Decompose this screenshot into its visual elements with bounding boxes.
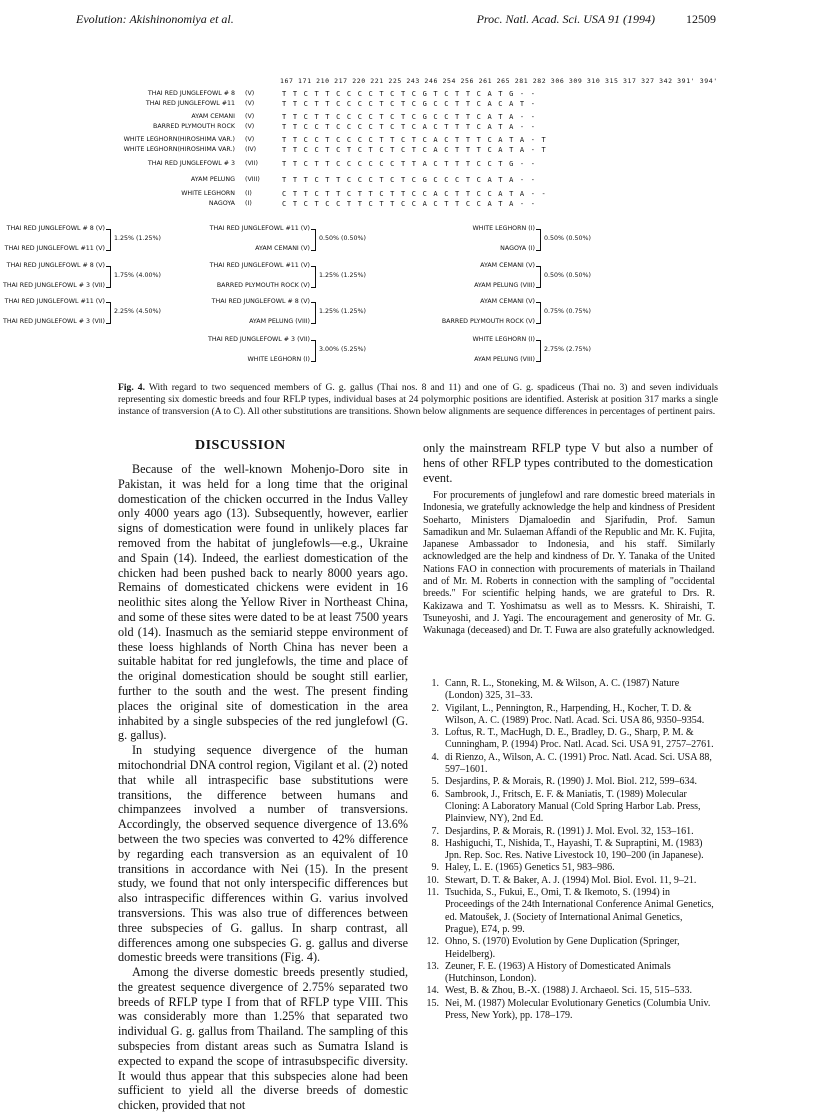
reference-text: Stewart, D. T. & Baker, A. J. (1994) Mol. Biol. Evol. 11, 9–21. bbox=[445, 874, 697, 886]
sample-name: WHITE LEGHORN(HIROSHIMA VAR.) bbox=[123, 146, 235, 153]
reference-number: 4. bbox=[431, 751, 439, 763]
pair-member: AYAM PELUNG (VIII) bbox=[249, 318, 310, 325]
sequence-bases: TTTCTTCCCTCTCGCCCTCATA-- bbox=[282, 176, 542, 184]
pair-difference: 0.75% (0.75%) bbox=[544, 308, 591, 315]
rflp-type: (V) bbox=[245, 136, 255, 143]
paragraph: Among the diverse domestic breeds presently studied, the greatest sequence divergence of 2.75% separated two breeds of RFLP type I from that of RFLP type VIII. This was considerably more than 1.25% that separated two individual G. g. gallus from Thailand. The sampling of this subspecies from distant areas such as Sumatra Island is expected to expand the scope of intrasubspecific diversity. It would thus appear that this subspecies alone had been sufficient to yield all the diverse breeds of domestic chicken, provided that not bbox=[118, 965, 408, 1113]
pair-member: THAI RED JUNGLEFOWL #11 (V) bbox=[4, 245, 105, 252]
reference-item bbox=[423, 789, 715, 826]
pair-comparison bbox=[170, 225, 366, 253]
reference-text: Sambrook, J., Fritsch, E. F. & Maniatis, T. (1989) Molecular Cloning: A Laboratory Manual (Cold Spring Harbor Lab. Press, Plainview, NY), 2nd Ed. bbox=[445, 788, 701, 825]
reference-text: Loftus, R. T., MacHugh, D. E., Bradley, D. G., Sharp, P. M. & Cunningham, P. (1994) Proc. Natl. Acad. Sci. USA 91, 2757–2761. bbox=[445, 727, 714, 751]
bracket bbox=[536, 340, 541, 362]
sequence-bases: CTTCTTCTTCTTCCACTTCCATA-- bbox=[282, 190, 553, 198]
sample-name: WHITE LEGHORN bbox=[181, 190, 235, 197]
reference-number: 3. bbox=[431, 727, 439, 739]
bracket bbox=[536, 229, 541, 251]
caption-text: With regard to two sequenced members of G. g. gallus (Thai nos. 8 and 11) and one of G. g. spadiceus (Thai no. 3) and seven individuals representing six domestic breeds and four RFLP types, individual bases at 24 polymorphic positions are identified. Asterisk at position 317 marks a single instance of transversion (A to C). All other substitutions are transitions. Shown below alignments are sequence differences in percentages of pertinent pairs. bbox=[118, 382, 718, 417]
pair-member: THAI RED JUNGLEFOWL # 3 (VII) bbox=[207, 336, 310, 343]
pair-difference: 2.25% (4.50%) bbox=[114, 308, 161, 315]
pair-difference: 1.25% (1.25%) bbox=[319, 308, 366, 315]
reference-item bbox=[423, 826, 715, 838]
reference-item bbox=[423, 727, 715, 752]
reference-text: Cann, R. L., Stoneking, M. & Wilson, A. C. (1987) Nature (London) 325, 31–33. bbox=[445, 678, 680, 702]
reference-item bbox=[423, 998, 715, 1023]
pair-member: BARRED PLYMOUTH ROCK (V) bbox=[441, 318, 535, 325]
reference-text: Desjardins, P. & Morais, R. (1991) J. Mol. Evol. 32, 153–161. bbox=[445, 825, 694, 837]
pair-difference: 1.75% (4.00%) bbox=[114, 272, 161, 279]
pair-comparison bbox=[0, 262, 161, 290]
pair-difference: 2.75% (2.75%) bbox=[544, 346, 591, 353]
reference-number: 15. bbox=[426, 997, 439, 1009]
paragraph: only the mainstream RFLP type V but also a number of hens of other RFLP types contributed to the domestication event. bbox=[423, 441, 713, 485]
bracket bbox=[536, 266, 541, 288]
reference-item bbox=[423, 678, 715, 703]
reference-text: Hashiguchi, T., Nishida, T., Hayashi, T. & Supraptini, M. (1983) Jpn. Rep. Soc. Res. Native Livestock 10, 190–200 (in Japanese). bbox=[445, 837, 704, 862]
figure-positions: 167 171 210 217 220 221 225 243 246 254 256 261 265 281 282 306 309 310 315 317 327 342 391' 394' bbox=[280, 77, 718, 85]
pair-member: AYAM CEMANI (V) bbox=[255, 245, 310, 252]
pair-difference: 1.25% (1.25%) bbox=[114, 235, 161, 242]
reference-item bbox=[423, 838, 715, 863]
reference-number: 14. bbox=[426, 985, 439, 997]
pair-member: THAI RED JUNGLEFOWL # 8 (V) bbox=[6, 262, 105, 269]
sequence-bases: TTCTTCCCCTCTCGCCTTCATA-- bbox=[282, 113, 542, 121]
reference-item bbox=[423, 875, 715, 887]
page-number: 12509 bbox=[686, 12, 716, 26]
reference-text: Desjardins, P. & Morais, R. (1990) J. Mol. Biol. 212, 599–634. bbox=[445, 776, 697, 788]
pair-member: AYAM PELUNG (VIII) bbox=[474, 356, 535, 363]
rflp-type: (VIII) bbox=[245, 176, 260, 183]
reference-text: Haley, L. E. (1965) Genetics 51, 983–986. bbox=[445, 862, 615, 874]
pair-comparison bbox=[170, 262, 366, 290]
reference-number: 10. bbox=[426, 874, 439, 886]
reference-number: 12. bbox=[426, 936, 439, 948]
bracket bbox=[311, 229, 316, 251]
paragraph: In studying sequence divergence of the human mitochondrial DNA control region, Vigilant et al. (2) noted that while all intraspecific base substitutions were transitions, the difference between humans and chimpanzees involved a number of transversions. Accordingly, the observed sequence divergence of 13.6% between the two species was converted to 42% difference by regarding each transversion as an equivalent of 10 transitions in accordance with Nei (15). In the present study, we found that not only interspecific differences but also intraspecific differences within G. varius involved transversions. This was also true of differences between three subspecies of G. gallus. In sharp contrast, all differences among one subspecies G. g. gallus and diverse domestic breeds were transitions (Fig. 4). bbox=[118, 743, 408, 965]
caption-label: Fig. 4. bbox=[118, 382, 145, 393]
reference-text: Zeuner, F. E. (1963) A History of Domesticated Animals (Hutchinson, London). bbox=[445, 960, 671, 985]
rflp-type: (V) bbox=[245, 113, 255, 120]
pair-difference: 0.50% (0.50%) bbox=[544, 272, 591, 279]
sample-name: BARRED PLYMOUTH ROCK bbox=[153, 123, 235, 130]
pair-member: NAGOYA (I) bbox=[500, 245, 535, 252]
pair-member: THAI RED JUNGLEFOWL #11 (V) bbox=[209, 262, 310, 269]
sequence-bases: TTCTTCCCCCCTTACTTTCCTG-- bbox=[282, 160, 542, 168]
sequence-bases: CTCTCCTTCTTCCACTTCCATA-- bbox=[282, 200, 542, 208]
reference-text: Ohno, S. (1970) Evolution by Gene Duplication (Springer, Heidelberg). bbox=[445, 936, 680, 960]
rflp-type: (V) bbox=[245, 90, 255, 97]
sequence-bases: TTCTTCCCCTCTCGCCTTCACAT- bbox=[282, 100, 542, 108]
pair-member: WHITE LEGHORN (I) bbox=[472, 336, 535, 343]
reference-number: 5. bbox=[431, 776, 439, 788]
sequence-bases: TTCCTCTCTCTCTCACTTTCATA-T bbox=[282, 146, 553, 154]
reference-text: Nei, M. (1987) Molecular Evolutionary Genetics (Columbia Univ. Press, New York), pp. 178–179. bbox=[445, 997, 711, 1022]
journal-citation bbox=[477, 12, 716, 27]
pair-comparison bbox=[0, 225, 161, 253]
reference-text: di Rienzo, A., Wilson, A. C. (1991) Proc. Natl. Acad. Sci. USA 88, 597–1601. bbox=[445, 751, 712, 776]
rflp-type: (I) bbox=[245, 200, 252, 207]
pair-difference: 0.50% (0.50%) bbox=[319, 235, 366, 242]
bracket bbox=[311, 302, 316, 324]
pair-member: THAI RED JUNGLEFOWL # 3 (VII) bbox=[2, 318, 105, 325]
reference-number: 7. bbox=[431, 825, 439, 837]
pair-member: THAI RED JUNGLEFOWL # 3 (VII) bbox=[2, 282, 105, 289]
pair-comparison bbox=[395, 262, 591, 290]
pair-member: AYAM PELUNG (VIII) bbox=[474, 282, 535, 289]
sample-name: AYAM PELUNG bbox=[190, 176, 235, 183]
sample-name: NAGOYA bbox=[208, 200, 235, 207]
pair-member: THAI RED JUNGLEFOWL # 8 (V) bbox=[6, 225, 105, 232]
reference-number: 9. bbox=[431, 862, 439, 874]
references-list bbox=[423, 678, 715, 1022]
reference-item bbox=[423, 961, 715, 986]
reference-number: 8. bbox=[431, 837, 439, 849]
pair-member: WHITE LEGHORN (I) bbox=[472, 225, 535, 232]
rflp-type: (V) bbox=[245, 100, 255, 107]
reference-item bbox=[423, 752, 715, 777]
discussion-left-column bbox=[118, 462, 408, 1113]
reference-number: 1. bbox=[431, 678, 439, 689]
reference-text: Tsuchida, S., Fukui, E., Omi, T. & Ikemoto, S. (1994) in Proceedings of the 24th International Conference Animal Genetics, ed. Matoušek, J. (Society of International Animal Genetics, Prague), E74, p. 99. bbox=[445, 887, 714, 935]
pair-comparison bbox=[395, 336, 591, 364]
sample-name: AYAM CEMANI bbox=[191, 113, 235, 120]
reference-number: 11. bbox=[426, 887, 439, 899]
reference-item bbox=[423, 985, 715, 997]
pair-member: AYAM CEMANI (V) bbox=[480, 262, 535, 269]
sample-name: THAI RED JUNGLEFOWL # 3 bbox=[147, 160, 235, 167]
reference-number: 2. bbox=[431, 702, 439, 714]
running-head: Evolution: Akishinonomiya et al. bbox=[76, 12, 234, 26]
pair-member: THAI RED JUNGLEFOWL #11 (V) bbox=[209, 225, 310, 232]
reference-item bbox=[423, 703, 715, 728]
reference-item bbox=[423, 862, 715, 874]
reference-item bbox=[423, 776, 715, 788]
bracket bbox=[106, 266, 111, 288]
sequence-bases: TTCCTCCCCTCTCACTTTCATA-- bbox=[282, 123, 542, 131]
pair-difference: 0.50% (0.50%) bbox=[544, 235, 591, 242]
reference-number: 13. bbox=[426, 960, 439, 972]
pair-comparison bbox=[395, 225, 591, 253]
reference-item bbox=[423, 887, 715, 936]
bracket bbox=[311, 266, 316, 288]
reference-number: 6. bbox=[431, 788, 439, 800]
pair-comparison bbox=[0, 298, 161, 326]
section-title: DISCUSSION bbox=[195, 438, 286, 453]
figure-caption bbox=[118, 382, 718, 418]
paragraph: Because of the well-known Mohenjo-Doro site in Pakistan, it was held for a long time that the original domestication of the chicken occurred in the Indus Valley only 4000 years ago (13). Subsequently, however, earlier signs of domestication were found in unlikely places far removed from the habitat of junglefowls—e.g., Ukraine and Spain (14). Indeed, the earliest domestication of the chicken had been pushed back to nearly 8000 years ago. Remains of domesticated chickens were evident in 16 neolithic sites along the Yellow River in Northeast China, and some of these sites were dated to be at least 7500 years old (14). Inasmuch as the semiarid steppe environment of these loess highlands of North China has never been a suitable habitat for red junglefowls, the time and place of the original domestication should be sought still earlier, further to the south and the west. The present finding places the original site of domestication in the area inhabited by a single subspecies of the red junglefowl (G. g. gallus). bbox=[118, 462, 408, 743]
bracket bbox=[106, 302, 111, 324]
bracket bbox=[311, 340, 316, 362]
rflp-type: (VII) bbox=[245, 160, 258, 167]
acknowledgments: For procurements of junglefowl and rare domestic breed materials in Indonesia, we gratefully acknowledge the help and kindness of President Soeharto, Ministers Djamaloedin and Sjarifudin, Prof. Samun Samadikun and Mr. Sulaeman Affandi of the Republic and Mr. K. Fujita, Japanese Ambassador to Indonesia, and his staff. Similarly acknowledged are the help and kindness of Dr. Y. Tanaka of the United Nations FAO in connection with procurements of materials in Thailand and of Mr. M. Roberts in connection with the sampling of "occidental breeds." For scientific helping hands, we are grateful to Drs. R. Kakizawa and T. Yoshimatsu as well as to Messrs. K. Shiraishi, T. Tsuneyoshi, and J. Yagi. The encouragement and generosity of Mr. G. Wakunaga (deceased) and Dr. T. Fuwa are also gratefully acknowledged. bbox=[423, 490, 715, 637]
pair-member: BARRED PLYMOUTH ROCK (V) bbox=[216, 282, 310, 289]
reference-text: West, B. & Zhou, B.-X. (1988) J. Archaeol. Sci. 15, 515–533. bbox=[445, 985, 692, 997]
bracket bbox=[536, 302, 541, 324]
discussion-right-column bbox=[423, 441, 713, 485]
reference-item bbox=[423, 936, 715, 961]
sequence-bases: TTCTTCCCCTCTCGTCTTCATG-- bbox=[282, 90, 542, 98]
journal-name: Proc. Natl. Acad. Sci. USA 91 (1994) bbox=[476, 12, 655, 26]
pair-difference: 1.25% (1.25%) bbox=[319, 272, 366, 279]
sample-name: THAI RED JUNGLEFOWL # 8 bbox=[147, 90, 235, 97]
pair-member: THAI RED JUNGLEFOWL #11 (V) bbox=[4, 298, 105, 305]
sample-name: THAI RED JUNGLEFOWL #11 bbox=[145, 100, 235, 107]
rflp-type: (IV) bbox=[245, 146, 257, 153]
reference-text: Vigilant, L., Pennington, R., Harpending, H., Kocher, T. D. & Wilson, A. C. (1989) Proc. Natl. Acad. Sci. USA 86, 9350–9354. bbox=[445, 702, 705, 726]
pair-member: WHITE LEGHORN (I) bbox=[247, 356, 310, 363]
pair-member: THAI RED JUNGLEFOWL # 8 (V) bbox=[211, 298, 310, 305]
sample-name: WHITE LEGHORN(HIROSHIMA VAR.) bbox=[123, 136, 235, 143]
pair-member: AYAM CEMANI (V) bbox=[480, 298, 535, 305]
bracket bbox=[106, 229, 111, 251]
rflp-type: (V) bbox=[245, 123, 255, 130]
pair-comparison bbox=[170, 298, 366, 326]
pair-comparison bbox=[170, 336, 366, 364]
pair-difference: 3.00% (5.25%) bbox=[319, 346, 366, 353]
pair-comparison bbox=[395, 298, 591, 326]
rflp-type: (I) bbox=[245, 190, 252, 197]
sequence-bases: TTCCTCCCCTTCTCACTTTCATA-T bbox=[282, 136, 553, 144]
